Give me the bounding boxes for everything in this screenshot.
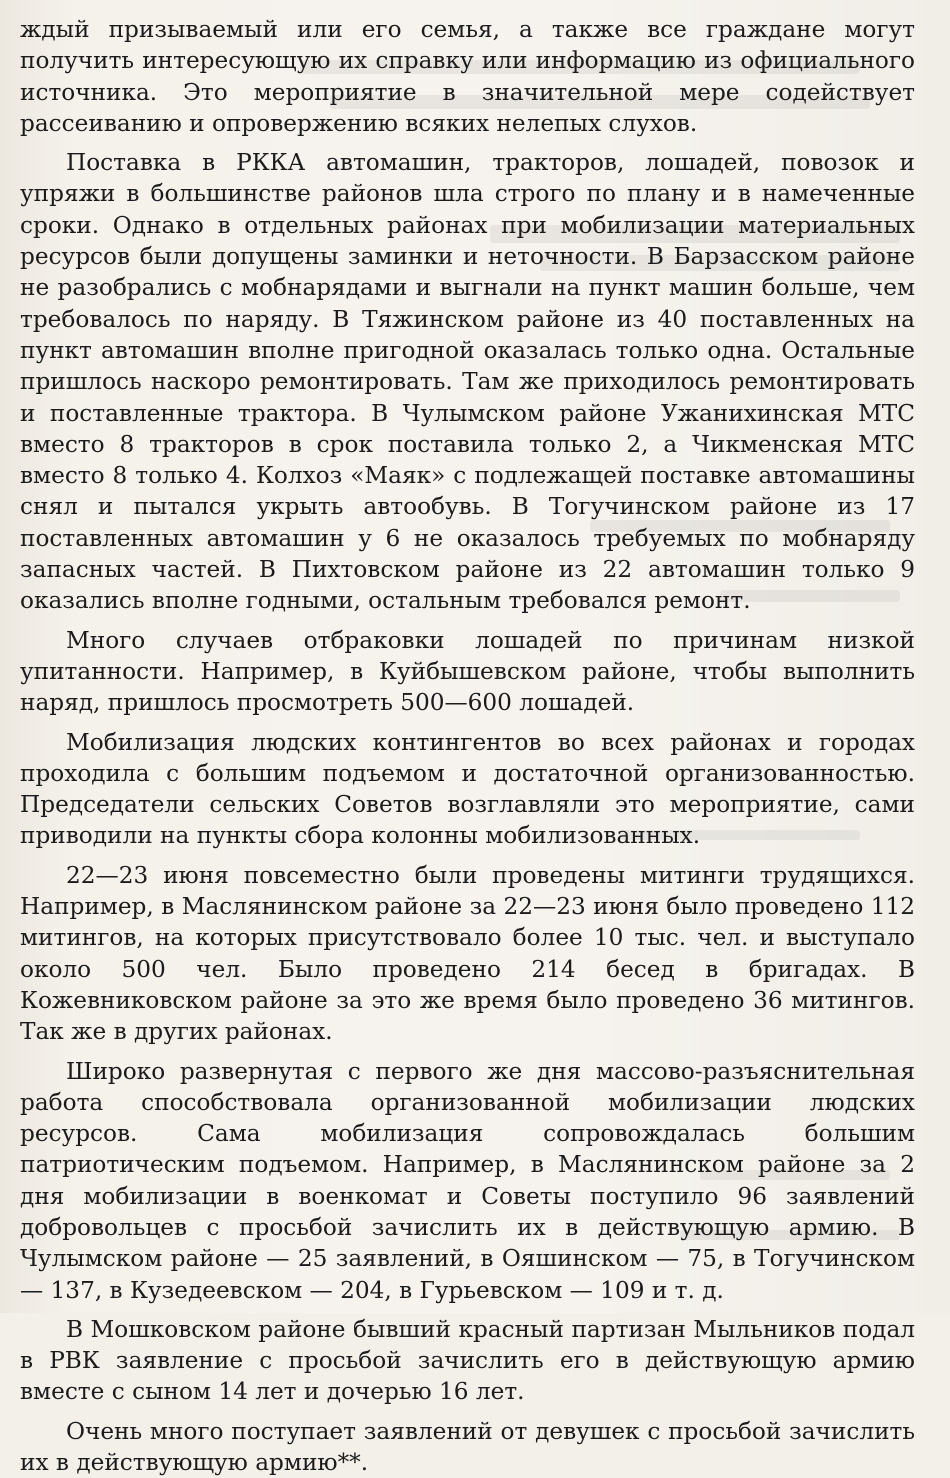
paragraph-7: В Мошковском районе бывший красный партизан Мыльников подал в РВК заявление с просьбой зачислить его в действующую армию вместе с сыном 14 лет и дочерью 16 лет. bbox=[20, 1315, 915, 1406]
paragraph-6: Широко развернутая с первого же дня массово-разъяснительная работа способствовала организованной мобилизации людских ресурсов. Сама мобилизация сопровождалась большим патриотическим подъемом. Например, в Маслянинском районе за 2 дня мобилизации в военкомат и Советы поступило 96 заявлений добровольцев с просьбой зачислить их в действующую армию. В Чулымском районе — 25 заявлений, в Ояшинском — 75, в Тогучинском — 137, в Кузедеевском — 204, в Гурьевском — 109 и т. д. bbox=[20, 1057, 915, 1304]
paragraph-4: Мобилизация людских контингентов во всех районах и городах проходила с большим подъемом и достаточной организованностью. Председатели сельских Советов возглавляли это мероприятие, сами приводили на пункты сбора колонны мобилизованных. bbox=[20, 728, 915, 850]
paragraph-3: Много случаев отбраковки лошадей по причинам низкой упитанности. Например, в Куйбышевском районе, чтобы выполнить наряд, пришлось просмотреть 500—600 лошадей. bbox=[20, 626, 915, 717]
paragraph-8: Очень много поступает заявлений от девушек с просьбой зачислить их в действующую армию**. bbox=[20, 1417, 915, 1477]
paragraph-1: ждый призываемый или его семья, а также все граждане могут получить интересующую их справку или информацию из официального источника. Это мероприятие в значительной мере содействует рассеиванию и опровержению всяких нелепых слухов. bbox=[20, 16, 915, 137]
document-body bbox=[20, 14, 915, 1478]
paragraph-5: 22—23 июня повсеместно были проведены митинги трудящихся. Например, в Маслянинском районе за 22—23 июня было проведено 112 митингов, на которых присутствовало более 10 тыс. чел. и выступало около 500 чел. Было проведено 214 бесед в бригадах. В Кожевниковском районе за это же время было проведено 36 митингов. Так же в других районах. bbox=[20, 861, 915, 1046]
paragraph-2: Поставка в РККА автомашин, тракторов, лошадей, повозок и упряжи в большинстве районов шла строго по плану и в намеченные сроки. Однако в отдельных районах при мобилизации материальных ресурсов были допущены заминки и неточности. В Барзасском районе не разобрались с мобнарядами и выгнали на пункт машин больше, чем требовалось по наряду. В Тяжинском районе из 40 поставленных на пункт автомашин вполне пригодной оказалась только одна. Остальные пришлось наскоро ремонтировать. Там же приходилось ремонтировать и поставленные трактора. В Чулымском районе Ужанихинская МТС вместо 8 тракторов в срок поставила только 2, а Чикменская МТС вместо 8 только 4. Колхоз «Маяк» с подлежащей поставке автомашины снял и пытался укрыть автообувь. В Тогучинском районе из 17 поставленных автомашин у 6 не оказалось требуемых по мобнаряду запасных частей. В Пихтовском районе из 22 автомашин только 9 оказались вполне годными, остальным требовался ремонт. bbox=[20, 149, 915, 615]
